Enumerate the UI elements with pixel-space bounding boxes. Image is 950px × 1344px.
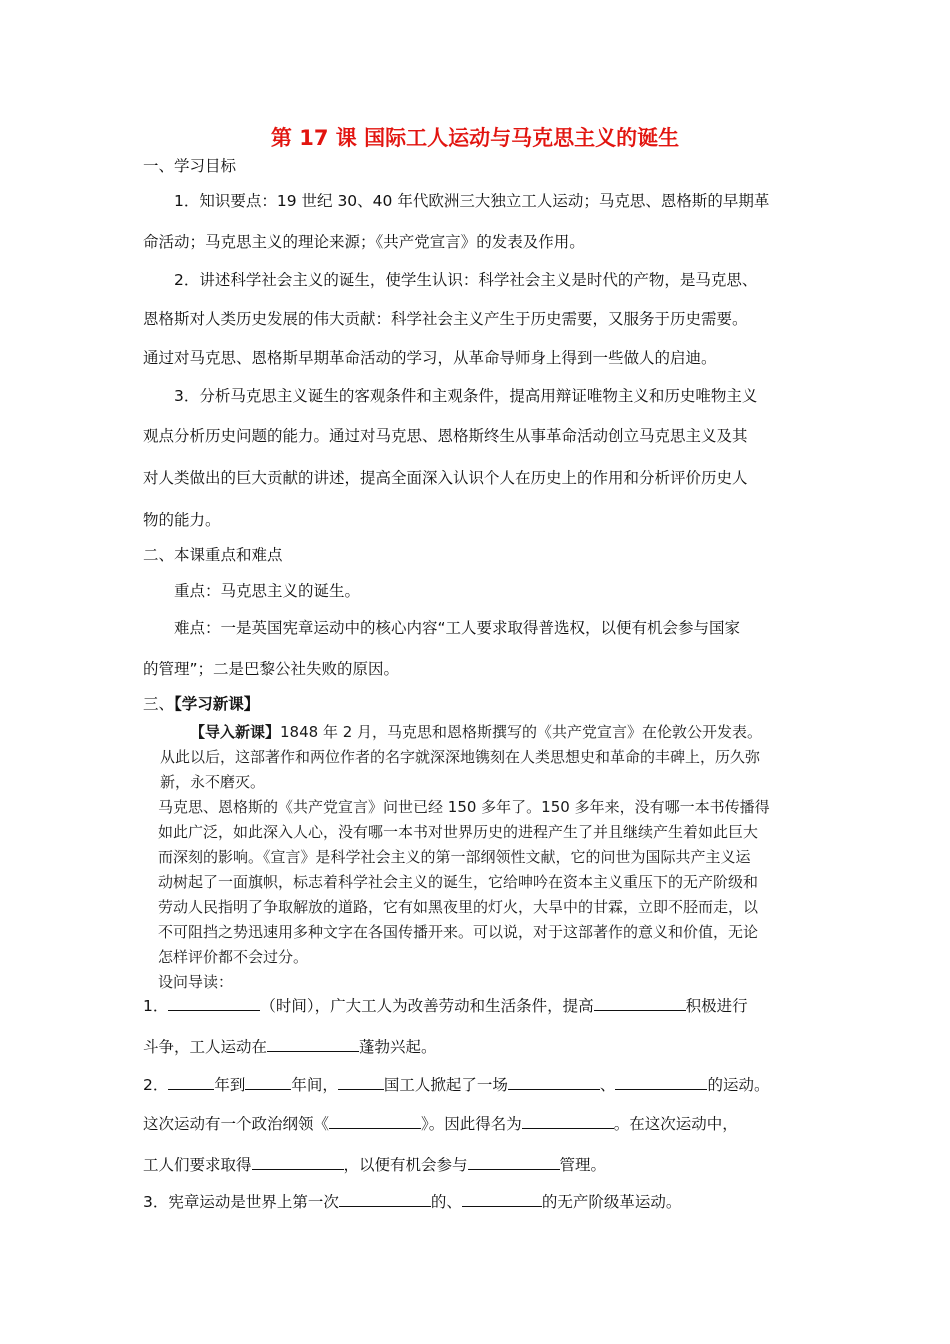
section-heading-key-points: 二、本课重点和难点: [143, 546, 283, 564]
intro-line-5: 如此广泛，如此深入人心，没有哪一本书对世界历史的进程产生了并且继续产生着如此巨大: [158, 823, 759, 841]
q2-text-4: 、: [599, 1076, 616, 1094]
question-2-line-2: [143, 1112, 738, 1134]
difficulty-line-2: 的管理”；二是巴黎公社失败的原因。: [143, 660, 400, 678]
intro-line-3: 新，永不磨灭。: [160, 773, 266, 791]
intro-line-7: 动树起了一面旗帜，标志着科学社会主义的诞生，它给呻吟在资本主义重压下的无产阶级和: [158, 873, 759, 891]
intro-line-4: 马克思、恩格斯的《共产党宣言》问世已经 150 多年了。150 多年来，没有哪一本书传播得: [158, 798, 770, 816]
q2-text-1: 年到: [214, 1076, 246, 1094]
intro-line-6: 而深刻的影响。《宣言》是科学社会主义的第一部纲领性文献，它的问世为国际共产主义运: [158, 848, 751, 866]
new-lesson-label: 【学习新课】: [174, 695, 260, 713]
question-1-line-1: [143, 994, 748, 1016]
q3-blank-2[interactable]: [462, 1192, 542, 1207]
objective-2-line-1: 2．讲述科学社会主义的诞生，使学生认识：科学社会主义是时代的产物，是马克思、: [174, 271, 758, 289]
intro-scanned-passage: [152, 690, 782, 991]
intro-line-9: 不可阻挡之势迅速用多种文字在各国传播开来。可以说，对于这部著作的意义和价值，无论: [158, 923, 759, 941]
q3-blank-1[interactable]: [339, 1192, 431, 1207]
q2-blank-start-year[interactable]: [168, 1075, 214, 1090]
q2-text-3: 国工人掀起了一场: [383, 1076, 508, 1094]
q3-text-1: 3．宪章运动是世界上第一次: [143, 1193, 339, 1211]
lesson-title: 第 17 课 国际工人运动与马克思主义的诞生: [270, 126, 680, 150]
q2-text-9: 工人们要求取得: [143, 1156, 252, 1174]
q3-text-3: 的无产阶级革运动。: [541, 1193, 682, 1211]
objective-1-line-2: 命活动；马克思主义的理论来源；《共产党宣言》的发表及作用。: [143, 233, 585, 251]
question-2-line-3: [143, 1153, 606, 1175]
q2-blank-manage[interactable]: [468, 1155, 560, 1170]
intro-line-1: 1848 年 2 月，马克思和恩格斯撰写的《共产党宣言》在伦敦公开发表。: [280, 723, 763, 741]
intro-line-8: 劳动人民指明了争取解放的道路，它有如黑夜里的灯火，大旱中的甘霖，立即不胫而走，以: [158, 898, 759, 916]
q1-text-end: 积极进行: [685, 997, 748, 1015]
section-heading-objectives: 一、学习目标: [143, 157, 237, 175]
q2-text-2: 年间，: [291, 1076, 338, 1094]
q1-text-2: 斗争，工人运动在: [143, 1038, 268, 1056]
q2-blank-right[interactable]: [252, 1155, 344, 1170]
q1-blank-3[interactable]: [267, 1037, 359, 1052]
objective-3-line-1: 3．分析马克思主义诞生的客观条件和主观条件，提高用辩证唯物主义和历史唯物主义: [174, 387, 758, 405]
intro-line-2: 从此以后，这部著作和两位作者的名字就深深地镌刻在人类思想史和革命的丰碑上，历久弥: [160, 748, 761, 766]
q2-blank-country[interactable]: [338, 1075, 384, 1090]
q2-blank-end-year[interactable]: [245, 1075, 291, 1090]
q1-number: 1．: [143, 997, 169, 1015]
objective-3-line-4: 物的能力。: [143, 511, 221, 529]
question-3-line-1: [143, 1190, 681, 1212]
q2-blank-program[interactable]: [329, 1114, 421, 1129]
q1-text: （时间），广大工人为改善劳动和生活条件，提高: [260, 997, 594, 1015]
objective-2-line-2: 恩格斯对人类历史发展的伟大贡献：科学社会主义产生于历史需要，又服务于历史需要。: [143, 310, 748, 328]
q2-text-7: 》。因此得名为: [421, 1115, 522, 1133]
question-1-line-2: [143, 1035, 437, 1057]
objective-3-line-2: 观点分析历史问题的能力。通过对马克思、恩格斯终生从事革命活动创立马克思主义及其: [143, 427, 748, 445]
q2-text-6: 这次运动有一个政治纲领《: [143, 1115, 330, 1133]
q2-blank-name[interactable]: [522, 1114, 614, 1129]
intro-label: 【导入新课】: [190, 723, 281, 741]
q1-text-3: 蓬勃兴起。: [359, 1038, 437, 1056]
difficulty-line-1: 难点：一是英国宪章运动中的核心内容“工人要求取得普选权，以便有机会参与国家: [174, 619, 741, 637]
q2-text-11: 管理。: [559, 1156, 607, 1174]
question-2-line-1: [143, 1073, 769, 1095]
q2-text-10: ，以便有机会参与: [343, 1156, 468, 1174]
q2-text-5: 的运动。: [707, 1076, 770, 1094]
objective-1-line-1: 1．知识要点：19 世纪 30、40 年代欧洲三大独立工人运动；马克思、恩格斯的早期革: [174, 192, 770, 210]
q2-blank-5[interactable]: [615, 1075, 707, 1090]
q3-text-2: 的、: [430, 1193, 462, 1211]
section-number: 三、: [143, 695, 175, 713]
q2-blank-4[interactable]: [508, 1075, 600, 1090]
intro-line-11: 设问导读：: [158, 973, 234, 991]
intro-line-10: 怎样评价都不会过分。: [158, 948, 309, 966]
objective-3-line-3: 对人类做出的巨大贡献的讲述，提高全面深入认识个人在历史上的作用和分析评价历史人: [143, 469, 748, 487]
key-point: 重点：马克思主义的诞生。: [174, 582, 361, 600]
q1-blank-2[interactable]: [594, 996, 686, 1011]
q1-blank-time[interactable]: [168, 996, 260, 1011]
objective-2-line-3: 通过对马克思、恩格斯早期革命活动的学习，从革命导师身上得到一些做人的启迪。: [143, 349, 717, 367]
q2-number: 2．: [143, 1076, 169, 1094]
q2-text-8: 。在这次运动中，: [613, 1115, 738, 1133]
